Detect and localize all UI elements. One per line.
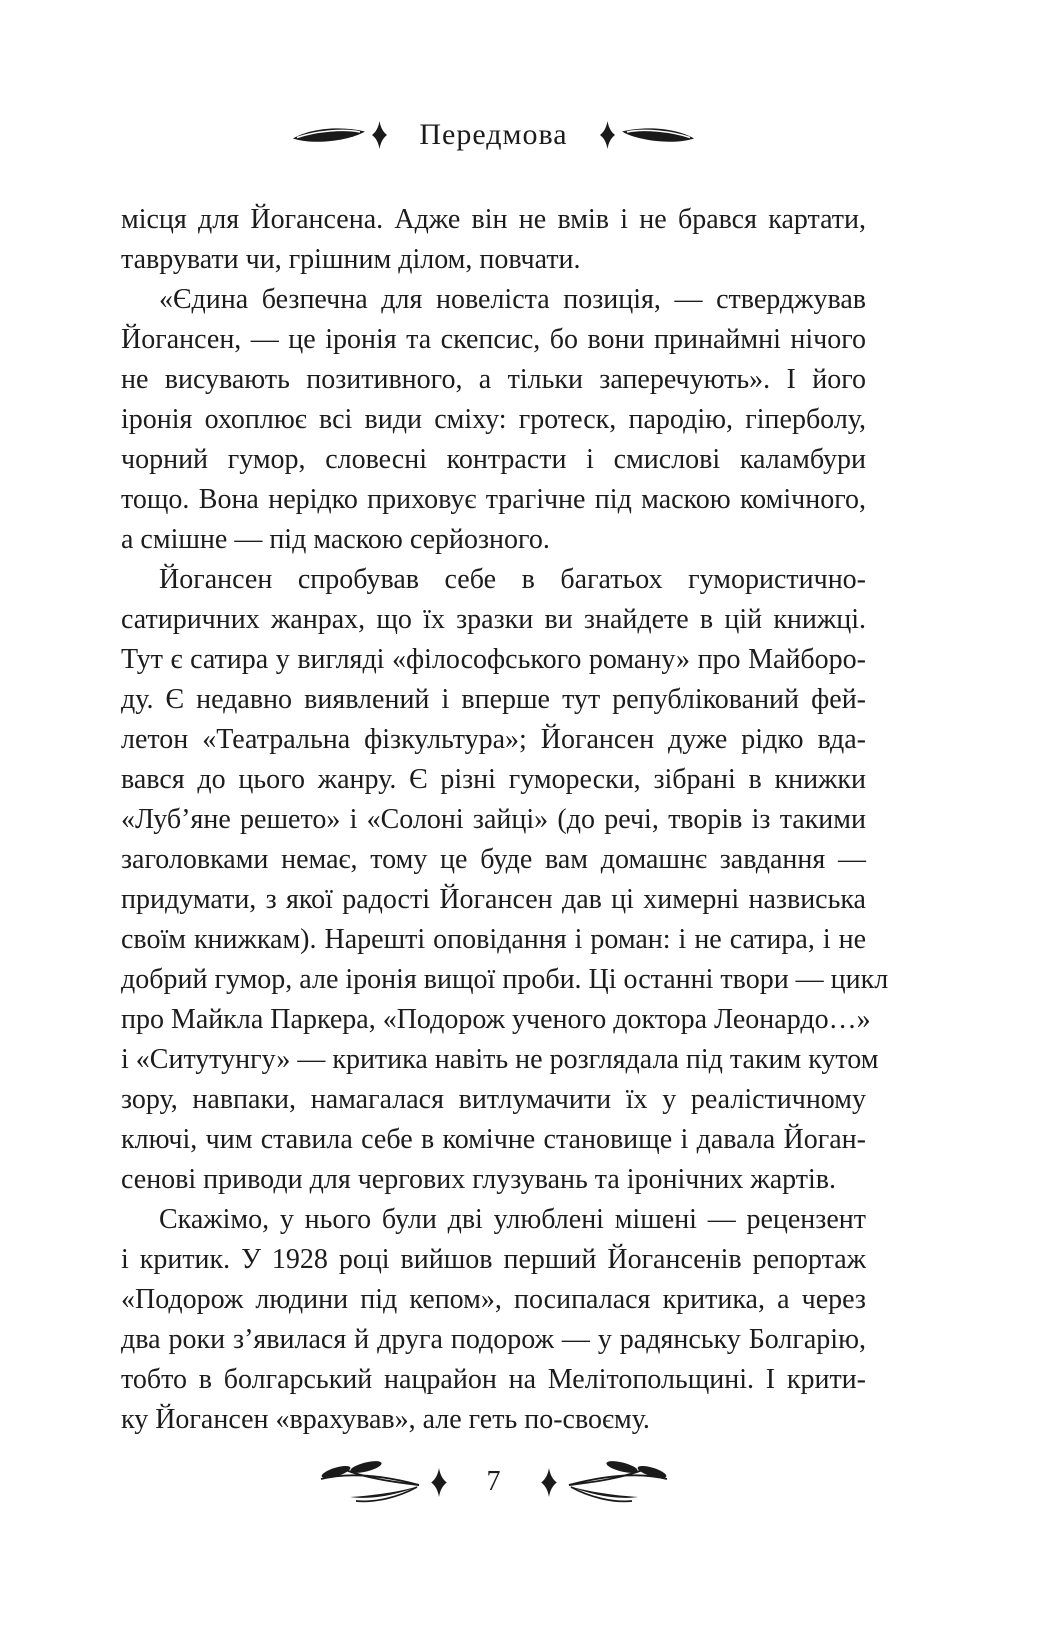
text-line: чорний гумор, словесні контрасти і смислові каламбури	[121, 444, 866, 475]
paragraph	[121, 560, 889, 1200]
text-line: місця для Йогансена. Адже він не вмів і не брався картати,	[121, 204, 866, 235]
text-line: добрий гумор, але іронія вищої проби. Ці останні твори — цикл	[121, 964, 889, 995]
text-line: Тут є сатира у вигляді «філософського роману» про Майборо-	[121, 644, 866, 675]
body-text	[121, 200, 889, 1440]
text-line: летон «Театральна фізкультура»; Йогансен дуже рідко вда-	[121, 724, 866, 755]
text-line: «Єдина безпечна для новеліста позиція, — стверджував	[159, 284, 866, 315]
text-line: вався до цього жанру. Є різні гуморески, зібрані в книжки	[121, 764, 866, 795]
text-line: ку Йогансен «врахував», але геть по-своєму.	[121, 1404, 650, 1435]
text-line: іронія охоплює всі види сміху: гротеск, пародію, гіперболу,	[121, 404, 866, 435]
running-head	[121, 112, 866, 158]
sparkle-diamond-icon	[600, 121, 615, 149]
text-line: Йогансен, — це іронія та скепсис, бо вони принаймні нічого	[121, 324, 866, 355]
page-footer	[121, 1456, 866, 1508]
text-line: і «Ситутунгу» — критика навіть не розглядала під таким кутом	[121, 1044, 879, 1075]
text-line: «Подорож людини під кепом», посипалася критика, а через	[121, 1284, 866, 1315]
text-line: своїм книжкам). Нарешті оповідання і роман: і не сатира, і не	[121, 924, 866, 955]
leaf-ornament-icon	[292, 125, 366, 145]
text-line: ключі, чим ставила себе в комічне становище і давала Йоган-	[121, 1124, 866, 1155]
text-line: тощо. Вона нерідко приховує трагічне під маскою комічного,	[121, 484, 866, 515]
text-line: ду. Є недавно виявлений і вперше тут републікований фей-	[121, 684, 866, 715]
sparkle-diamond-icon	[372, 121, 387, 149]
text-line: тобто в болгарський нацрайон на Мелітопольщині. І крити-	[121, 1364, 866, 1395]
text-line: сатиричних жанрах, що їх зразки ви знайдете в цій книжці.	[121, 604, 866, 635]
text-line: зору, навпаки, намагалася витлумачити їх у реалістичному	[121, 1084, 866, 1115]
cattail-ornament-icon	[313, 1459, 425, 1505]
paragraph	[121, 200, 866, 280]
cattail-ornament-icon	[563, 1459, 675, 1505]
text-line: «Луб’яне решето» і «Солоні зайці» (до речі, творів із такими	[121, 804, 866, 835]
text-line: не висувають позитивного, а тільки заперечують». І його	[121, 364, 866, 395]
sparkle-diamond-icon	[541, 1468, 557, 1497]
paragraph	[121, 280, 866, 560]
text-line: і критик. У 1928 році вийшов перший Йогансенів репортаж	[121, 1244, 866, 1275]
text-line: заголовками немає, тому це буде вам домашнє завдання —	[121, 844, 866, 875]
page-number: 7	[486, 1466, 501, 1497]
text-line: Скажімо, у нього були дві улюблені мішені — рецензент	[159, 1204, 866, 1235]
page-title: Передмова	[419, 118, 568, 151]
text-line: два роки з’явилася й друга подорож — у радянську Болгарію,	[121, 1324, 866, 1355]
text-line: Йогансен спробував себе в багатьох гумористично-	[159, 564, 866, 595]
text-line: а смішне — під маскою серйозного.	[121, 524, 550, 555]
text-line: таврувати чи, грішним ділом, повчати.	[121, 244, 581, 275]
text-line: про Майкла Паркера, «Подорож ученого доктора Леонардо…»	[121, 1004, 871, 1035]
leaf-ornament-icon	[621, 125, 695, 145]
text-line: сенові приводи для чергових глузувань та іронічних жартів.	[121, 1164, 836, 1195]
sparkle-diamond-icon	[431, 1468, 447, 1497]
text-line: придумати, з якої радості Йогансен дав ці химерні назвиська	[121, 884, 866, 915]
paragraph	[121, 1200, 866, 1440]
